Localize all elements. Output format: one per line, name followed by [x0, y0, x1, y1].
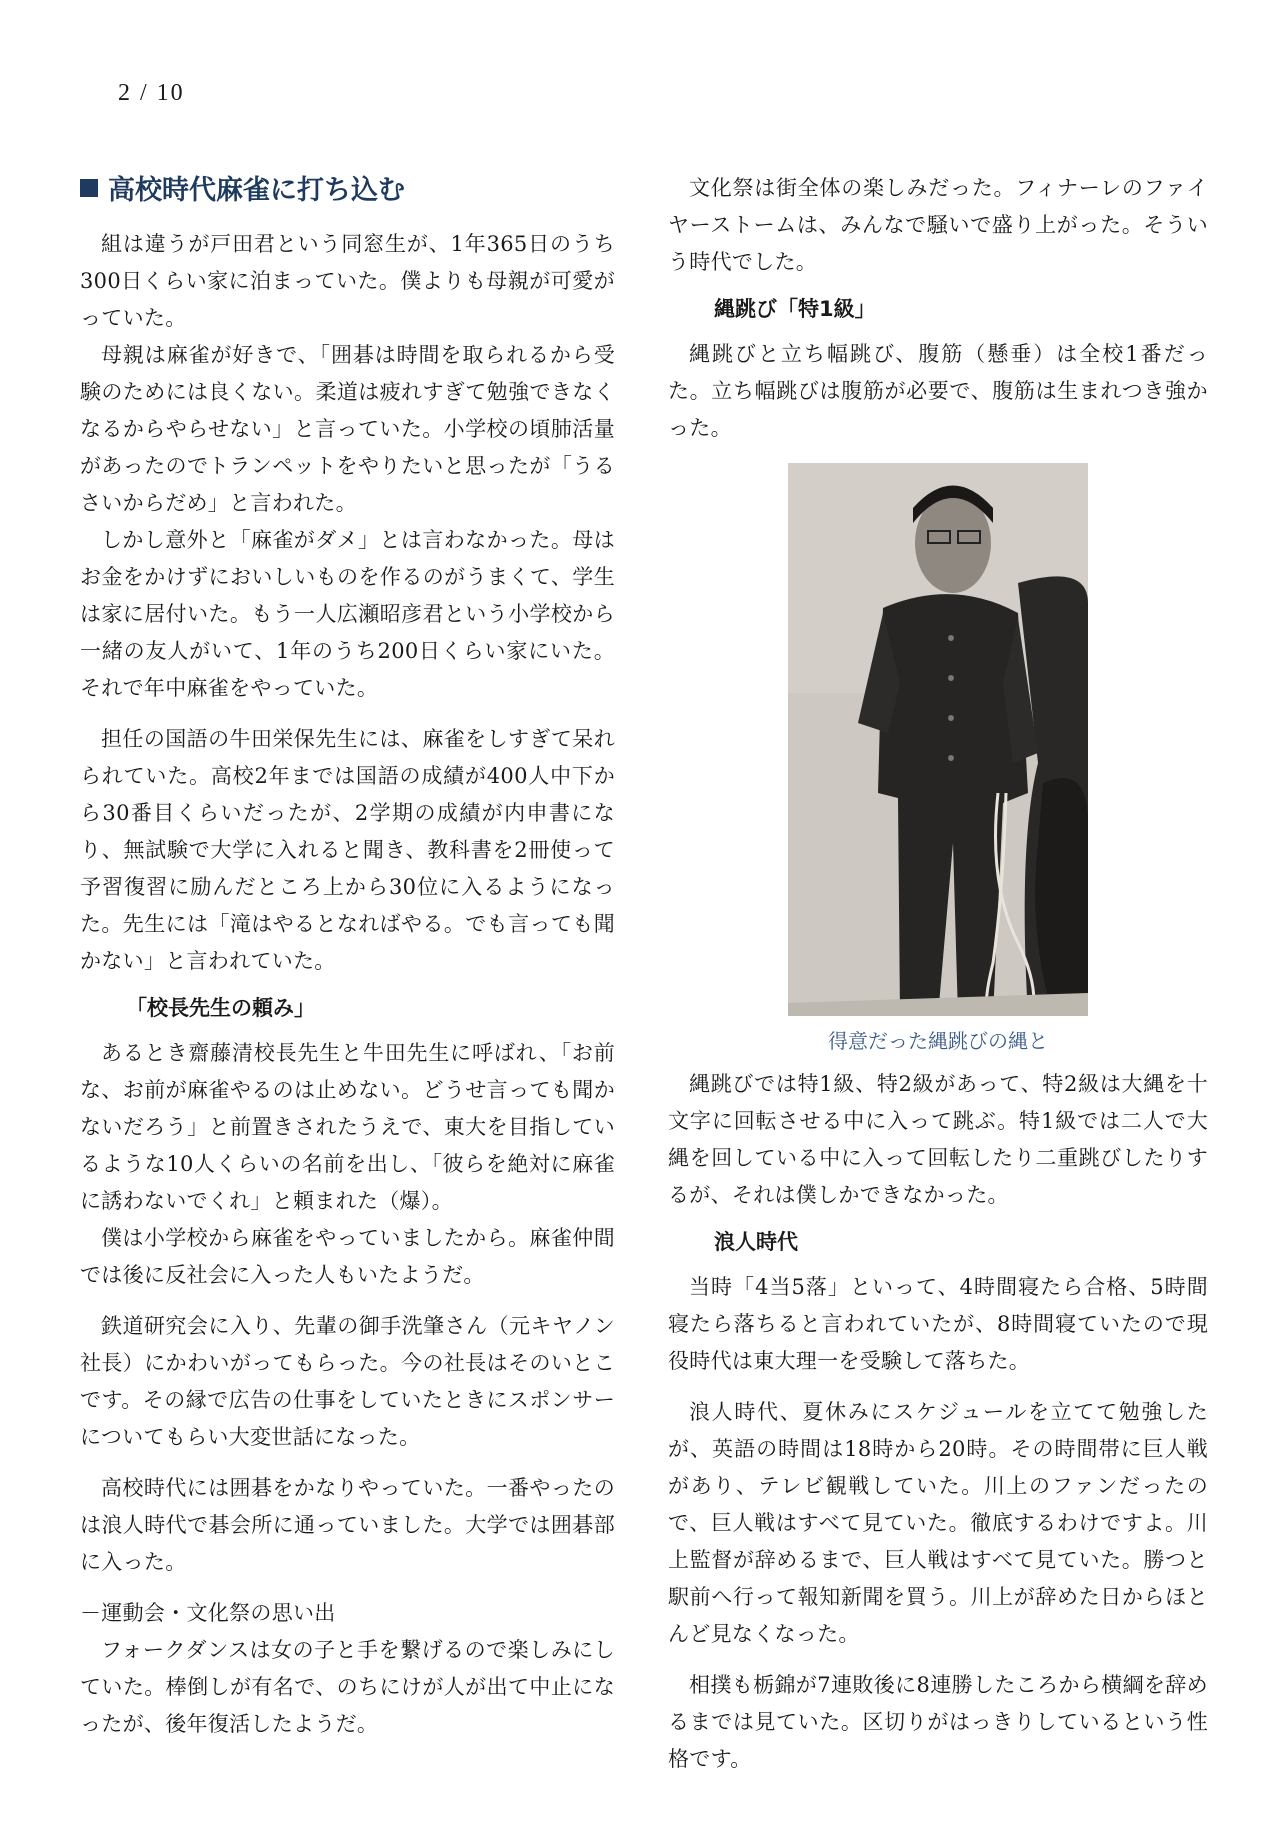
subheading: 浪人時代: [714, 1230, 798, 1254]
square-bullet-icon: [80, 179, 98, 197]
paragraph: しかし意外と「麻雀がダメ」とは言わなかった。母はお金をかけずにおいしいものを作るのがうまくて、学生は家に居付いた。もう一人広瀬昭彦君という小学校から一緒の友人がいて、1年のうち200日くらい家にいた。それで年中麻雀をやっていた。: [80, 528, 615, 700]
photo-caption: 得意だった縄跳びの縄と: [828, 1029, 1048, 1053]
right-column: [668, 170, 1208, 1778]
subheading: 「校長先生の頼み」: [126, 996, 315, 1020]
paragraph: 高校時代には囲碁をかなりやっていた。一番やったのは浪人時代で碁会所に通っていました。大学では囲碁部に入った。: [80, 1476, 615, 1574]
paragraph: －運動会・文化祭の思い出: [80, 1601, 336, 1625]
paragraph: 相撲も栃錦が7連敗後に8連勝したころから横綱を辞めるまでは見ていた。区切りがはっきりしているという性格です。: [668, 1673, 1208, 1771]
paragraph: 文化祭は街全体の楽しみだった。フィナーレのファイヤーストームは、みんなで騒いで盛り上がった。そういう時代でした。: [668, 176, 1208, 274]
section-title: [80, 170, 615, 212]
paragraph: 鉄道研究会に入り、先輩の御手洗肇さん（元キヤノン社長）にかわいがってもらった。今の社長はそのいとこです。その縁で広告の仕事をしていたときにスポンサーについてもらい大変世話になった。: [80, 1314, 615, 1449]
paragraph: 縄跳びと立ち幅跳び、腹筋（懸垂）は全校1番だった。立ち幅跳びは腹筋が必要で、腹筋は生まれつき強かった。: [668, 342, 1208, 440]
paragraph: 浪人時代、夏休みにスケジュールを立てて勉強したが、英語の時間は18時から20時。その時間帯に巨人戦があり、テレビ観戦していた。川上のファンだったので、巨人戦はすべて見ていた。徹底するわけですよ。川上監督が辞めるまで、巨人戦はすべて見ていた。勝つと駅前へ行って報知新聞を買う。川上が辞めた日からほとんど見なくなった。: [668, 1400, 1208, 1646]
paragraph: 縄跳びでは特1級、特2級があって、特2級は大縄を十文字に回転させる中に入って跳ぶ。特1級では二人で大縄を回している中に入って回転したり二重跳びしたりするが、それは僕しかできなかった。: [668, 1072, 1208, 1207]
section-title-text: 高校時代麻雀に打ち込む: [108, 175, 405, 206]
paragraph: 母親は麻雀が好きで、「囲碁は時間を取られるから受験のためには良くない。柔道は疲れすぎて勉強できなくなるからやらせない」と言っていた。小学校の頃肺活量があったのでトランペットをやりたいと思ったが「うるさいからだめ」と言われた。: [80, 343, 615, 515]
paragraph: 当時「4当5落」といって、4時間寝たら合格、5時間寝たら落ちると言われていたが、8時間寝ていたので現役時代は東大理一を受験して落ちた。: [668, 1275, 1208, 1373]
subheading: 縄跳び「特1級」: [714, 297, 876, 321]
paragraph: 僕は小学校から麻雀をやっていましたから。麻雀仲間では後に反社会に入った人もいたようだ。: [80, 1226, 615, 1287]
page-number: 2 / 10: [118, 80, 185, 106]
paragraph: 担任の国語の牛田栄保先生には、麻雀をしすぎて呆れられていた。高校2年までは国語の成績が400人中下から30番目くらいだったが、2学期の成績が内申書になり、無試験で大学に入れると聞き、教科書を2冊使って予習復習に励んだところ上から30位に入るようになった。先生には「滝はやるとなればやる。でも言っても聞かない」と言われていた。: [80, 727, 615, 973]
paragraph: 組は違うが戸田君という同窓生が、1年365日のうち300日くらい家に泊まっていた。僕よりも母親が可愛がっていた。: [80, 232, 615, 330]
paragraph: フォークダンスは女の子と手を繋げるので楽しみにしていた。棒倒しが有名で、のちにけが人が出て中止になったが、後年復活したようだ。: [80, 1638, 615, 1736]
photo-figure: [668, 463, 1208, 1058]
student-photo: [788, 463, 1088, 1016]
paragraph: あるとき齋藤清校長先生と牛田先生に呼ばれ、「お前な、お前が麻雀やるのは止めない。どうせ言っても聞かないだろう」と前置きされたうえで、東大を目指しているような10人くらいの名前を出し、「彼らを絶対に麻雀に誘わないでくれ」と頼まれた（爆）。: [80, 1041, 615, 1213]
left-column: [80, 170, 615, 1743]
